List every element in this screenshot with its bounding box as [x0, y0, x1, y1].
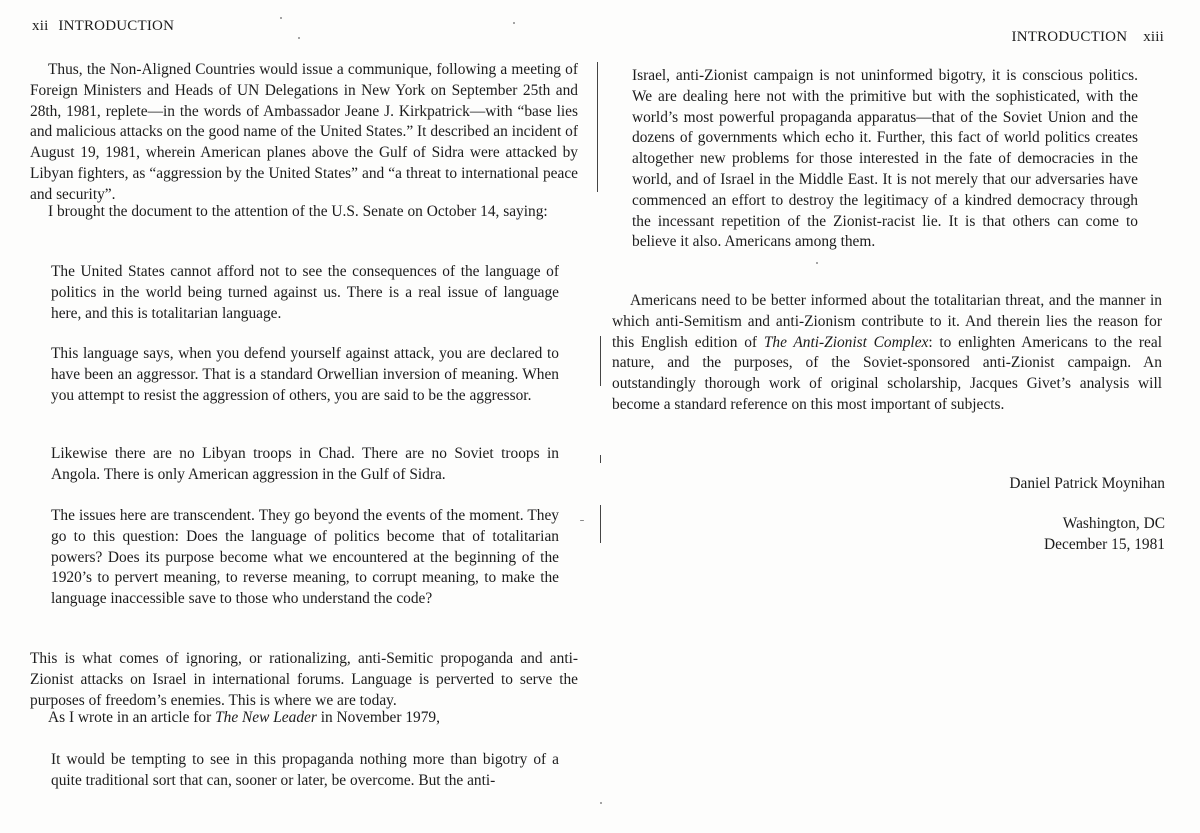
paragraph-communique: Thus, the Non-Aligned Countries would issue a communique, following a meeting of Foreign Ministers and Heads of UN Delegations in New York on September 25th and 28th, 1981, replete—in the words of Ambassador Jeane J. Kirkpatrick—with “base lies and malicious attacks on the good name of the United States.” It described an incident of August 19, 1981, wherein American planes above the Gulf of Sidra were attacked by Libyan fighters, as “aggression by the United States” and “a threat to international peace and security”. [30, 61, 578, 203]
left-page-header [32, 18, 174, 35]
scan-speck [298, 37, 300, 39]
closing-text-tail: : to enlighten Americans to the real nature, and the purposes, of the Soviet-sponsored anti-Zionist campaign. An outstandingly thorough work of original scholarship, Jacques Givet’s analysis will become a standard reference on this most important of subjects. [612, 333, 1162, 413]
scan-speck [600, 802, 602, 804]
left-page [0, 0, 596, 833]
quote-paragraph-3: Likewise there are no Libyan troops in Chad. There are no Soviet troops in Angola. There is only American aggression in the Gulf of Sidra. [51, 445, 559, 483]
paragraph-article-intro [30, 708, 578, 729]
margin-mark [600, 336, 601, 386]
margin-mark [600, 505, 601, 543]
right-page-header [1012, 29, 1165, 46]
paragraph-senate: I brought the document to the attention of the U.S. Senate on October 14, saying: [48, 203, 548, 220]
signature-place: Washington, DC [1062, 515, 1165, 532]
right-page [596, 0, 1200, 833]
article-intro-tail: in November 1979, [316, 709, 440, 726]
scan-speck [280, 17, 282, 19]
margin-mark [600, 455, 601, 463]
final-quote-start: It would be tempting to see in this propaganda nothing more than bigotry of a quite traditional sort that can, sooner or later, be overcome. But the anti- [51, 751, 559, 789]
article-title: The New Leader [215, 709, 317, 726]
right-running-title: INTRODUCTION [1011, 29, 1128, 45]
signature: Daniel Patrick Moynihan [1009, 475, 1165, 492]
quote-paragraph-1: The United States cannot afford not to see the consequences of the language of politics in the world being turned against us. There is a real issue of language here, and this is totalitarian language. [51, 263, 559, 322]
paragraph-closing [612, 291, 1162, 416]
closing-text: Americans need to be better informed about the totalitarian threat, and the manner in which anti-Semitism and anti-Zionism contribute to it. And therein lies the reason for this English edition of [612, 292, 1162, 351]
book-title: The Anti-Zionist Complex [763, 333, 929, 351]
quote-paragraph-4: The issues here are transcendent. They go beyond the events of the moment. They go to this question: Does the language of politics become that of totalitarian powers? Does its purpose become what we encountered at the beginning of the 1920’s to pervert meaning, to reverse meaning, to corrupt meaning, to make the language inaccessible save to those who understand the code? [51, 507, 559, 608]
scan-speck [580, 520, 584, 521]
left-page-number: xii [32, 18, 49, 34]
signature-date: December 15, 1981 [1044, 536, 1165, 553]
margin-mark [597, 62, 598, 192]
scan-speck [513, 22, 515, 24]
article-intro-text: As I wrote in an article for [48, 709, 216, 726]
quote-paragraph-2: This language says, when you defend yourself against attack, you are declared to have been an aggressor. That is a standard Orwellian inversion of meaning. When you attempt to resist the aggression of others, you are said to be the aggressor. [51, 345, 559, 404]
left-running-title: INTRODUCTION [58, 18, 175, 34]
paragraph-after-quote: This is what comes of ignoring, or rationalizing, anti-Semitic propoganda and anti-Zionist attacks on Israel in international forums. Language is perverted to serve the purposes of freedom’s enemies. This is where we are today. [30, 650, 578, 709]
scan-speck [816, 262, 818, 264]
quote-continuation: Israel, anti-Zionist campaign is not uninformed bigotry, it is conscious politics. We are dealing here not with the primitive but with the sophisticated, with the world’s most powerful propaganda apparatus—that of the Soviet Union and the dozens of governments which echo it. Further, this fact of world politics creates altogether new problems for those interested in the fate of democracies in the world, and of Israel in the Middle East. It is not merely that our adversaries have commenced an effort to destroy the legitimacy of a kindred democracy through the incessant repetition of the Zionist-racist lie. It is that others can come to believe it also. Americans among them. [632, 67, 1138, 251]
right-page-number: xiii [1143, 29, 1164, 45]
